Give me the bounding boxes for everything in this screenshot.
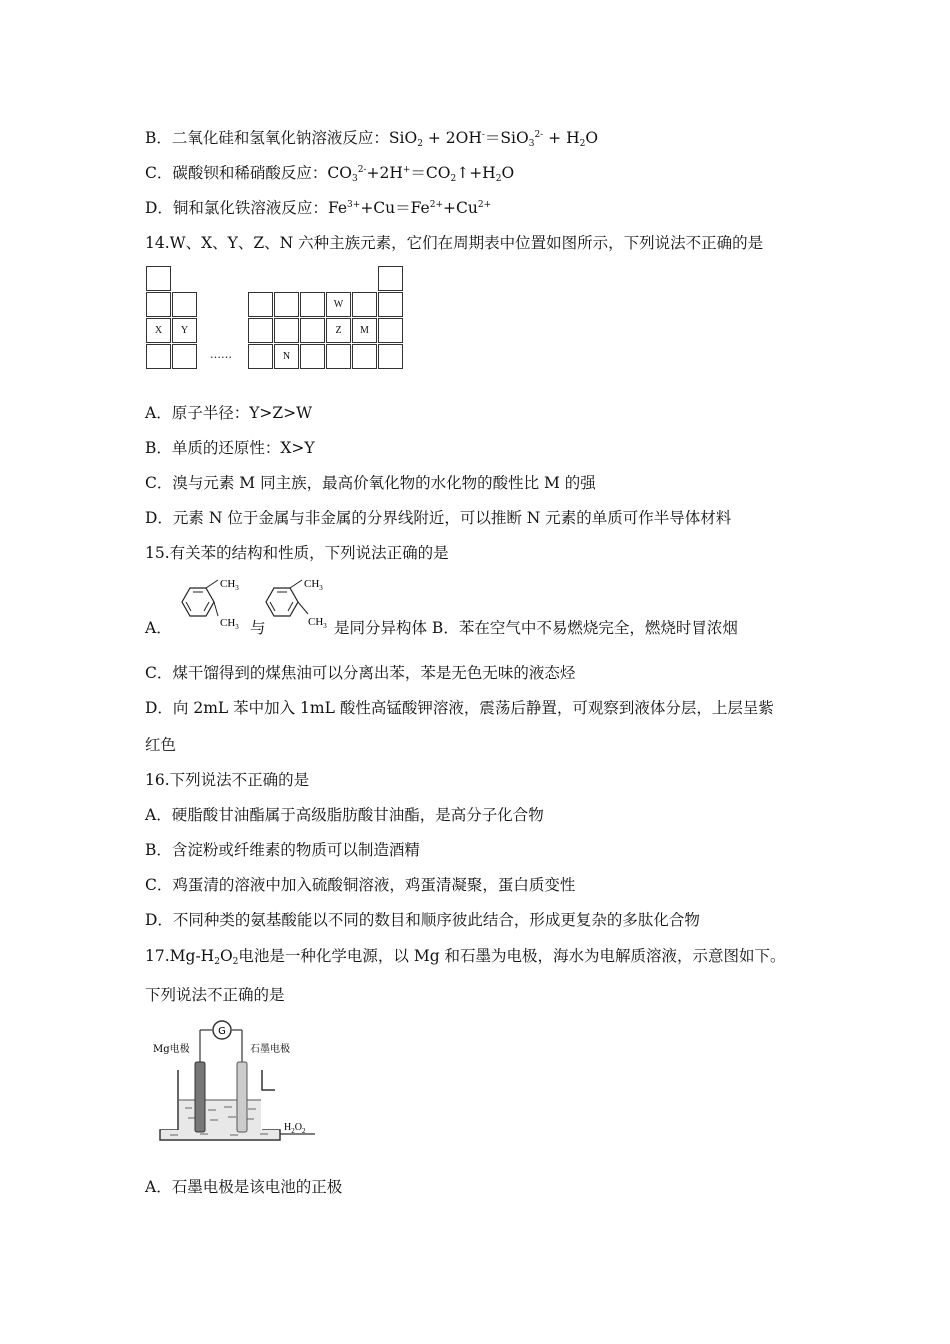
table-cell-z: Z [326,318,351,343]
table-cell [248,318,273,343]
q16-option-c: C．鸡蛋清的溶液中加入硫酸铜溶液，鸡蛋清凝聚，蛋白质变性 [145,876,576,894]
ch3-label: $CH_3$ [308,616,327,630]
mg-electrode [195,1062,205,1132]
table-cell [378,292,403,317]
q15-with: 与 [250,619,266,637]
q13-option-d: D．铜和氯化铁溶液反应：$Fe^{3+}+Cu=Fe^{2+}+Cu^{2+}$ [145,199,492,217]
table-cell [300,318,325,343]
table-cell [248,344,273,369]
mg-electrode-label: Mg电极 [153,1044,190,1055]
table-cell [146,266,171,291]
ch3-label: $CH_3$ [304,578,323,592]
xylene-structure-1 [170,574,250,634]
table-cell [378,318,403,343]
graphite-electrode-label: 石墨电极 [250,1044,290,1055]
table-cell [274,292,299,317]
table-cell-x: X [146,318,171,343]
q15-option-a-prefix: A． [145,619,172,637]
q16-option-b: B．含淀粉或纤维素的物质可以制造酒精 [145,841,420,859]
h2o2-label: $H_2O_2$ [284,1122,306,1135]
q15-option-d-cont: 红色 [145,736,177,754]
table-cell [378,266,403,291]
svg-text:G: G [218,1026,226,1037]
q17-stem-cont: 下列说法不正确的是 [145,986,285,1004]
table-cell-w: W [326,292,351,317]
table-cell [300,344,325,369]
table-cell [172,344,197,369]
q16-option-d: D．不同种类的氨基酸能以不同的数目和顺序彼此结合，形成更复杂的多肽化合物 [145,911,700,929]
table-cell-m: M [352,318,377,343]
table-cell [352,292,377,317]
q14-stem: 14.W、X、Y、Z、N 六种主族元素，它们在周期表中位置如图所示，下列说法不正确的是 [145,234,764,252]
table-cell-y: Y [172,318,197,343]
q14-option-b: B．单质的还原性：X>Y [145,439,315,457]
q15-option-c: C．煤干馏得到的煤焦油可以分离出苯，苯是无色无味的液态烃 [145,664,576,682]
ch3-label: $CH_3$ [220,578,239,592]
q15-option-d: D．向 2mL 苯中加入 1mL 酸性高锰酸钾溶液，震荡后静置，可观察到液体分层，上层呈紫 [145,699,774,717]
q15-stem: 15.有关苯的结构和性质，下列说法正确的是 [145,544,449,562]
q16-stem: 16.下列说法不正确的是 [145,771,310,789]
q14-option-d: D．元素 N 位于金属与非金属的分界线附近，可以推断 N 元素的单质可作半导体材料 [145,509,732,527]
q13-option-c: C．碳酸钡和稀硝酸反应：$CO_3^{2-}+2H^+=CO_2↑+H_2O$ [145,164,515,184]
table-cell [378,344,403,369]
table-cell [172,292,197,317]
table-cell-n: N [274,344,299,369]
table-cell [274,318,299,343]
q16-option-a: A．硬脂酸甘油酯属于高级脂肪酸甘油酯，是高分子化合物 [145,806,544,824]
table-ellipsis: …… [210,348,232,361]
graphite-electrode [237,1062,247,1132]
q14-option-a: A．原子半径：Y>Z>W [145,404,313,422]
xylene-structure-2 [262,574,342,634]
q17-stem: $17.Mg-H_2O_2$电池是一种化学电源，以 Mg 和石墨为电极，海水为电解质溶液，示意图如下。 [145,947,786,967]
table-cell [146,344,171,369]
table-cell [248,292,273,317]
battery-diagram [150,1012,330,1152]
table-cell [300,292,325,317]
q17-option-a: A．石墨电极是该电池的正极 [145,1178,343,1196]
table-cell [146,292,171,317]
table-cell [326,344,351,369]
table-cell [352,344,377,369]
ch3-label: $CH_3$ [220,617,239,631]
q13-option-b: B．二氧化硅和氢氧化钠溶液反应：$SiO_2 + 2OH^-=SiO_3^{2-} + H_2O$ [145,129,599,149]
q15-option-a-b: 是同分异构体 B．苯在空气中不易燃烧完全，燃烧时冒浓烟 [334,619,738,637]
q14-option-c: C．溴与元素 M 同主族，最高价氧化物的水化物的酸性比 M 的强 [145,474,596,492]
